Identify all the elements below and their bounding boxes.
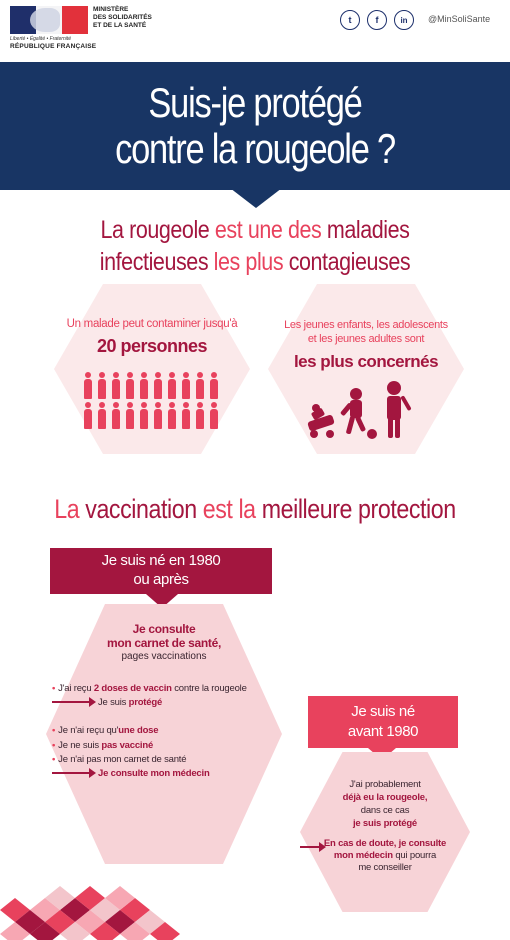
children-icon <box>300 380 420 440</box>
age-groups-bold: les plus concernés <box>293 352 439 371</box>
person-icon <box>208 402 220 430</box>
facebook-icon[interactable]: f <box>367 10 387 30</box>
person-icon <box>96 372 108 400</box>
before-1980-label: Je suis né avant 1980 <box>347 703 419 740</box>
vaccination-headline: La vaccination est la meilleure protection <box>54 494 456 524</box>
page-title: Suis-je protégé contre la rougeole ? <box>115 79 395 172</box>
person-icon <box>82 372 94 400</box>
two-doses-item: • J'ai reçu 2 doses de vaccin contre la rougeole <box>52 683 247 694</box>
person-icon <box>82 402 94 430</box>
ministry-name: MINISTÈRE DES SOLIDARITÉS ET DE LA SANTÉ <box>93 6 152 29</box>
person-icon <box>166 372 178 400</box>
decorative-mosaic <box>0 880 200 940</box>
before-1980-hexagon <box>300 752 470 912</box>
consult-carnet-sub: pages vaccinations <box>121 651 207 662</box>
not-vaccinated-item: • Je ne suis pas vacciné <box>52 740 154 751</box>
linkedin-icon[interactable]: in <box>394 10 414 30</box>
logo-motto: Liberté • Égalité • Fraternité <box>10 36 72 42</box>
person-icon <box>110 402 122 430</box>
after-1980-label: Je suis né en 1980 ou après <box>101 552 221 588</box>
twitter-handle[interactable]: @MinSoliSante <box>428 14 491 24</box>
person-icon <box>138 372 150 400</box>
no-carnet-item: • Je n'ai pas mon carnet de santé <box>52 754 187 765</box>
person-icon <box>152 372 164 400</box>
protected-result: Je suis protégé <box>52 697 162 708</box>
person-icon <box>208 372 220 400</box>
consult-doctor-result: Je consulte mon médecin <box>52 768 210 779</box>
arrow-icon <box>52 701 92 703</box>
arrow-icon <box>52 772 92 774</box>
person-icon <box>96 402 108 430</box>
doubt-advice-text: En cas de doute, je consulte mon médecin qui pourra me conseiller <box>323 838 447 873</box>
person-icon <box>124 372 136 400</box>
contagion-number: 20 personnes <box>96 336 208 356</box>
person-icon <box>180 372 192 400</box>
contagion-text: Un malade peut contaminer jusqu'à <box>66 318 238 330</box>
consult-carnet-title: Je consulte mon carnet de santé, <box>106 622 222 650</box>
person-icon <box>180 402 192 430</box>
twitter-icon[interactable]: t <box>340 10 360 30</box>
people-icons <box>82 372 222 430</box>
one-dose-item: • Je n'ai reçu qu'une dose <box>52 725 159 736</box>
person-icon <box>138 402 150 430</box>
person-icon <box>166 402 178 430</box>
marianne-icon <box>30 8 60 32</box>
person-icon <box>124 402 136 430</box>
contagion-headline: La rougeole est une des maladies infectieuses les plus contagieuses <box>99 216 411 276</box>
person-icon <box>194 372 206 400</box>
age-groups-text: Les jeunes enfants, les adolescents et les jeunes adultes sont <box>284 319 448 345</box>
person-icon <box>152 402 164 430</box>
before-1980-text: J'ai probablement déjà eu la rougeole, dans ce cas je suis protégé <box>342 779 428 829</box>
person-icon <box>110 372 122 400</box>
banner-pointer <box>230 188 282 208</box>
person-icon <box>194 402 206 430</box>
logo-republic: RÉPUBLIQUE FRANÇAISE <box>10 43 97 50</box>
